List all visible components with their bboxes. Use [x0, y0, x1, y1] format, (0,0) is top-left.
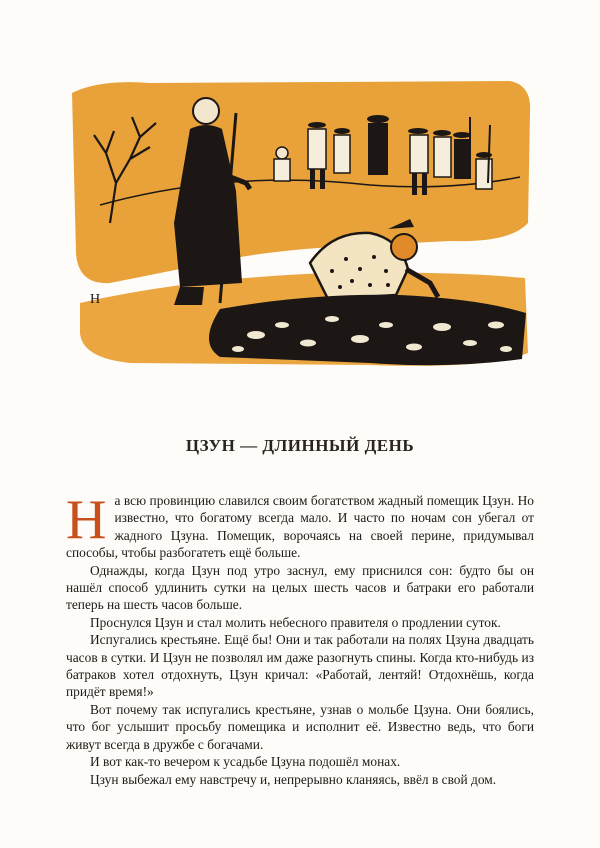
paragraph-7: Цзун выбежал ему навстречу и, непрерывно кланяясь, ввёл в свой дом. [90, 771, 497, 787]
drop-cap: Н [66, 489, 107, 551]
dark-soil [209, 295, 526, 365]
story-title: ЦЗУН — ДЛИННЫЙ ДЕНЬ [185, 436, 415, 455]
paragraph-3: Проснулся Цзун и стал молить небесного правителя о продлении суток. [90, 614, 501, 630]
paragraph-1-text: а всю провинцию славился своим богатством жадный помещик Цзун. Но известно, что богатому всегда мало. И часто по ночам сон убегал от жадного Цзуна. Помещик, ворочаясь на своей перине, придумывал способы, чтобы разбогатеть ещё больше. [66, 493, 534, 561]
paragraph-5: Вот почему так испугались крестьяне, узнав о мольбе Цзуна. Они боялись, что бог услышит просьбу помещика и исполнит её. Известно ведь, что боги живут всегда в дружбе с богачами. [66, 701, 534, 752]
paragraph-6: И вот как-то вечером к усадьбе Цзуна подошёл монах. [90, 754, 401, 770]
paragraph-1 [66, 489, 534, 562]
paragraph-2: Однажды, когда Цзун под утро заснул, ему приснился сон: будто бы он нашёл способ удлинить сутки на целых шесть часов и батраки его работали теперь на шесть часов больше. [66, 562, 534, 613]
artist-signature: Н [90, 292, 101, 307]
ochre-background [72, 81, 530, 283]
story-body [66, 489, 534, 788]
paragraph-4: Испугались крестьяне. Ещё бы! Они и так работали на полях Цзуна двадцать часов в сутки. И Цзун не позволял им даже разогнуть спины. Когда кто-нибудь из батраков хотел отдохнуть, Цзун кричал: «Работай, лентяй! Отдохнёшь, когда придёт время!» [66, 632, 534, 700]
story-illustration [70, 73, 534, 373]
